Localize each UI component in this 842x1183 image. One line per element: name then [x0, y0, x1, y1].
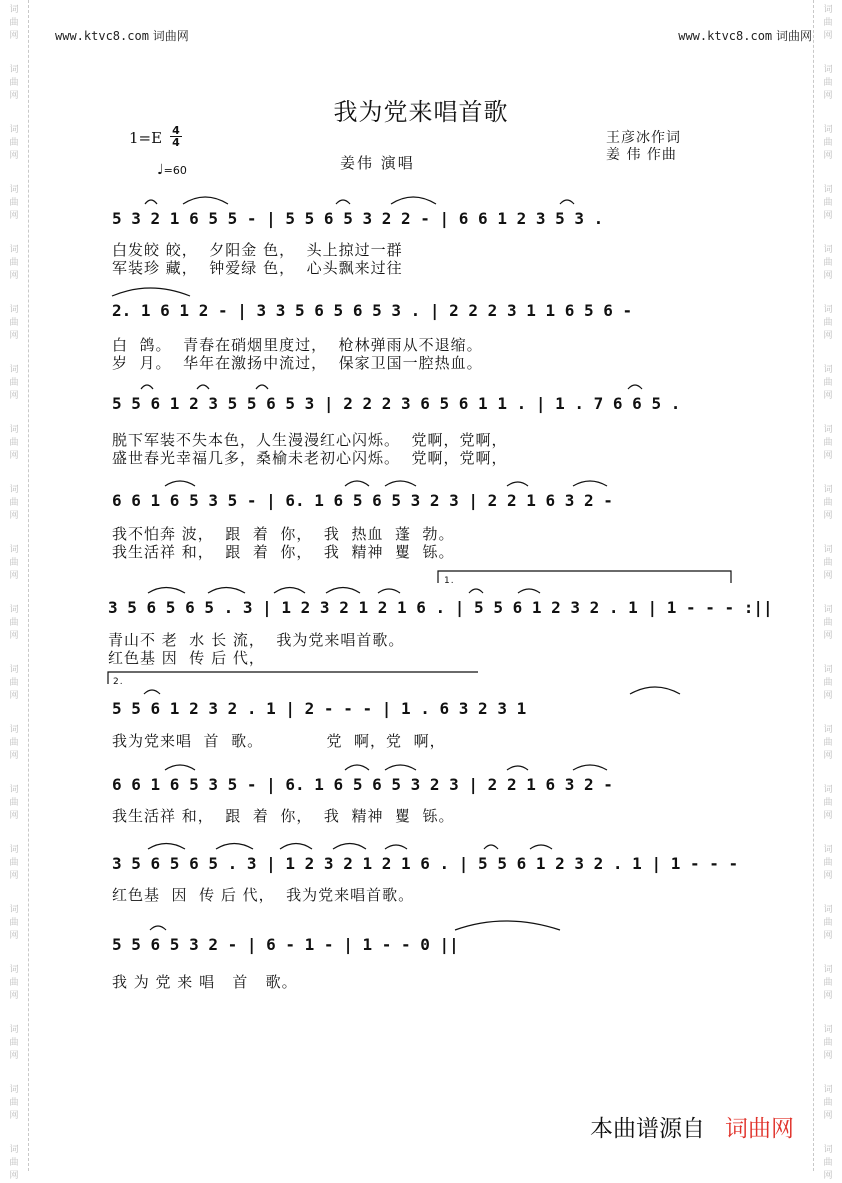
song-title: 我为党来唱首歌 — [333, 98, 509, 126]
source-label: 本曲谱源自 — [590, 1116, 705, 1142]
watermark-text: 词曲网 — [823, 185, 833, 221]
first-ending-label: 1. — [444, 576, 455, 586]
slur — [112, 288, 190, 296]
watermark-text: 词曲网 — [9, 545, 19, 581]
watermark-text: 词曲网 — [823, 125, 833, 161]
slur — [391, 197, 436, 204]
slur — [280, 844, 312, 850]
watermark-text: 词曲网 — [9, 365, 19, 401]
system-7-notes: 6 6 1 6 5 3 5 - | 6. 1 6 5 6 5 3 2 3 | 2 2 1 6 3 2 - — [112, 775, 613, 794]
system-4-lyric-2: 我生活祥 和， 跟 着 你， 我 精神 矍 铄。 — [112, 543, 455, 561]
watermark-text: 词曲网 — [823, 545, 833, 581]
slur — [507, 482, 528, 486]
slur — [145, 200, 157, 204]
slur — [573, 481, 607, 486]
slur — [573, 765, 607, 770]
watermark-text: 词曲网 — [823, 785, 833, 821]
watermark-text: 词曲网 — [9, 1085, 19, 1121]
watermark-text: 词曲网 — [9, 605, 19, 641]
system-4-lyric-1: 我不怕奔 波， 跟 着 你， 我 热血 蓬 勃。 — [112, 525, 455, 543]
watermark-text: 词曲网 — [823, 1085, 833, 1121]
watermark-text: 词曲网 — [9, 305, 19, 341]
system-6-notes: 5 5 6 1 2 3 2 . 1 | 2 - - - | 1 . 6 3 2 3 1 — [112, 699, 527, 718]
watermark-text: 词曲网 — [9, 425, 19, 461]
composer-credit: 姜 伟 作曲 — [606, 147, 677, 163]
slur — [469, 589, 483, 593]
tempo-marking — [157, 162, 187, 178]
slur — [183, 197, 228, 204]
watermark-text: 词曲网 — [9, 785, 19, 821]
system-5-notes: 3 5 6 5 6 5 . 3 | 1 2 3 2 1 2 1 6 . | 5 5 6 1 2 3 2 . 1 | 1 - - - :|| — [108, 598, 773, 617]
system-3-notes: 5 5 6 1 2 3 5 5 6 5 3 | 2 2 2 3 6 5 6 1 1 . | 1 . 7 6 6 5 . — [112, 394, 681, 413]
slur — [197, 385, 209, 389]
slur — [518, 589, 540, 593]
slur — [484, 845, 498, 849]
watermark-text: 词曲网 — [823, 845, 833, 881]
singer-credit: 姜伟 演唱 — [340, 154, 415, 172]
first-ending-bracket — [438, 571, 731, 583]
slur — [385, 845, 407, 849]
slur — [256, 385, 268, 389]
watermark-text: 词曲网 — [823, 305, 833, 341]
slur — [148, 844, 185, 850]
system-3-lyric-2: 盛世春光幸福几多，桑榆未老初心闪烁。 党啊，党啊， — [112, 449, 508, 467]
system-1-lyric-2: 军装珍 藏， 钟爱绿 色， 心头飘来过往 — [112, 259, 403, 277]
slur — [165, 765, 195, 770]
slur — [148, 588, 185, 594]
watermark-text: 词曲网 — [823, 665, 833, 701]
slur — [208, 588, 245, 594]
system-1-notes: 5 3 2 1 6 5 5 - | 5 5 6 5 3 2 2 - | 6 6 1 2 3 5 3 . — [112, 209, 604, 228]
watermark-text: 词曲网 — [9, 65, 19, 101]
system-9-notes: 5 5 6 5 3 2 - | 6 - 1 - | 1 - - 0 || — [112, 935, 459, 954]
system-8-lyric-1: 红色基 因 传 后 代， 我为党来唱首歌。 — [112, 886, 415, 904]
watermark-text: 词曲网 — [9, 905, 19, 941]
watermark-text: 词曲网 — [823, 365, 833, 401]
tempo-value: =60 — [163, 164, 187, 177]
watermark-text: 词曲网 — [823, 725, 833, 761]
slur — [560, 200, 574, 204]
watermark-text: 词曲网 — [9, 1145, 19, 1181]
slur — [336, 200, 350, 204]
slur — [455, 921, 560, 930]
slur — [150, 926, 166, 930]
watermark-text: 词曲网 — [823, 425, 833, 461]
site-name[interactable]: 词曲网 — [775, 29, 812, 43]
slur — [274, 588, 305, 594]
slur — [333, 844, 366, 850]
slur — [385, 481, 416, 486]
watermark-text: 词曲网 — [9, 725, 19, 761]
watermark-text: 词曲网 — [9, 5, 19, 41]
time-signature — [170, 125, 182, 148]
watermark-text: 词曲网 — [823, 485, 833, 521]
source-footer[interactable] — [590, 1110, 794, 1143]
watermark-text: 词曲网 — [9, 125, 19, 161]
system-5-lyric-2: 红色基 因 传 后 代， — [108, 649, 265, 667]
slur — [165, 481, 195, 486]
slur — [378, 589, 400, 593]
second-ending-bracket — [108, 672, 478, 684]
system-4-notes: 6 6 1 6 5 3 5 - | 6. 1 6 5 6 5 3 2 3 | 2 2 1 6 3 2 - — [112, 491, 613, 510]
quarter-note-icon: ♩ — [157, 162, 164, 178]
key-signature: 1=E — [129, 129, 163, 147]
system-9-lyric-1: 我 为 党 来 唱 首 歌。 — [112, 973, 298, 991]
slur — [326, 588, 360, 594]
watermark-text: 词曲网 — [9, 665, 19, 701]
slur — [345, 765, 369, 770]
lyricist-credit: 王彦冰作词 — [606, 130, 681, 146]
right-watermark-strip — [813, 0, 842, 1181]
source-brand-link[interactable]: 词曲网 — [725, 1116, 794, 1142]
watermark-text: 词曲网 — [9, 245, 19, 281]
slur — [507, 766, 528, 770]
watermark-text: 词曲网 — [823, 65, 833, 101]
meter-top: 4 — [170, 125, 182, 137]
system-1-lyric-1: 白发皎 皎， 夕阳金 色， 头上掠过一群 — [112, 241, 403, 259]
watermark-text: 词曲网 — [823, 5, 833, 41]
watermark-text: 词曲网 — [9, 1025, 19, 1061]
site-url[interactable]: www.ktvc8.com — [678, 29, 773, 43]
watermark-text: 词曲网 — [9, 485, 19, 521]
slur — [144, 690, 160, 694]
system-7-lyric-1: 我生活祥 和， 跟 着 你， 我 精神 矍 铄。 — [112, 807, 455, 825]
watermark-text: 词曲网 — [823, 1025, 833, 1061]
system-2-notes: 2. 1 6 1 2 - | 3 3 5 6 5 6 5 3 . | 2 2 2 3 1 1 6 5 6 - — [112, 301, 633, 320]
watermark-text: 词曲网 — [823, 905, 833, 941]
system-2-lyric-1: 白 鸽。 青春在硝烟里度过， 枪林弹雨从不退缩。 — [112, 336, 483, 354]
watermark-text: 词曲网 — [823, 245, 833, 281]
slur — [141, 385, 153, 389]
watermark-text: 词曲网 — [823, 1145, 833, 1181]
watermark-text: 词曲网 — [9, 965, 19, 1001]
left-watermark-strip — [0, 0, 29, 1181]
watermark-text: 词曲网 — [823, 965, 833, 1001]
system-5-lyric-1: 青山不 老 水 长 流， 我为党来唱首歌。 — [108, 631, 405, 649]
slur — [345, 481, 369, 486]
site-header-right[interactable] — [678, 27, 812, 44]
site-header-left[interactable] — [55, 27, 189, 44]
slur — [530, 845, 552, 849]
site-url[interactable]: www.ktvc8.com — [55, 29, 149, 43]
watermark-text: 词曲网 — [9, 845, 19, 881]
slur — [628, 385, 642, 389]
system-8-notes: 3 5 6 5 6 5 . 3 | 1 2 3 2 1 2 1 6 . | 5 5 6 1 2 3 2 . 1 | 1 - - - — [112, 854, 739, 873]
second-ending-label: 2. — [113, 677, 124, 687]
slur — [385, 765, 416, 770]
site-name[interactable]: 词曲网 — [152, 29, 189, 43]
system-2-lyric-2: 岁 月。 华年在激扬中流过， 保家卫国一腔热血。 — [112, 354, 483, 372]
slur — [216, 844, 253, 850]
watermark-text: 词曲网 — [823, 605, 833, 641]
slur — [630, 687, 680, 694]
watermark-text: 词曲网 — [9, 185, 19, 221]
meter-bottom: 4 — [172, 136, 180, 149]
system-3-lyric-1: 脱下军装不失本色，人生漫漫红心闪烁。 党啊，党啊， — [112, 431, 508, 449]
system-6-lyric-1: 我为党来唱 首 歌。 党 啊，党 啊， — [112, 732, 446, 750]
